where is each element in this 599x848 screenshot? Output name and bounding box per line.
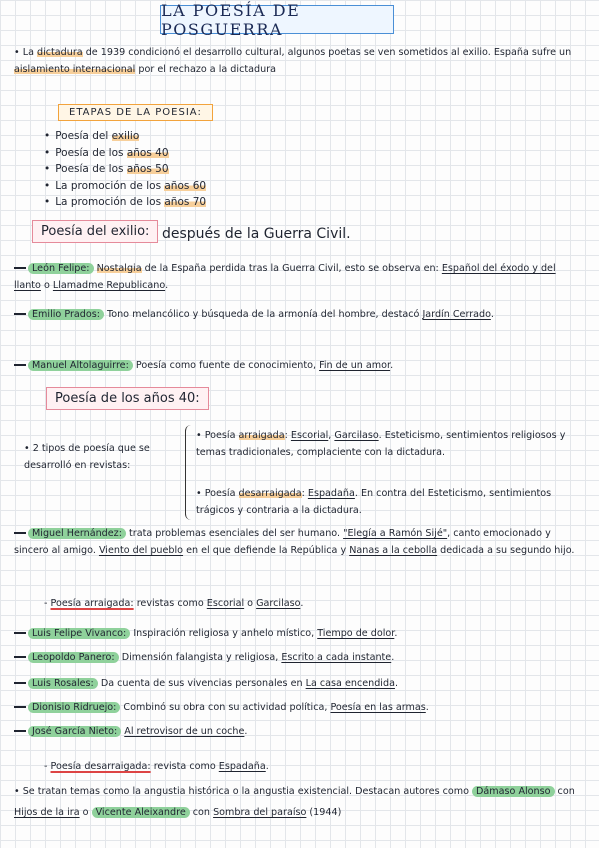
dash-mark [14,706,26,708]
intro-text: por el rechazo a la dictadura [135,64,276,75]
highlight-aislamiento: aislamiento internacional [14,64,136,75]
revista-garcilaso: Garcilaso [256,598,301,609]
work-title: Poesía en las armas [330,702,426,713]
vivanco-entry [14,625,584,642]
exilio-heading [32,220,158,243]
entry-text: con [189,807,214,818]
rosales-entry [14,675,584,692]
cuarenta-heading-text: Poesía de los años 40: [55,391,200,406]
etapa-item [44,145,206,162]
entry-text: de la España perdida tras la Guerra Civil, esto se observa en: [141,263,442,274]
emilio-prados-entry [14,306,584,323]
highlight-desarraigada: desarraigada [238,488,302,499]
type-text: . En contra del Esteticismo, sentimientos trágicos y contraria a la dictadura. [196,488,552,516]
entry-text: . [394,628,398,639]
revista-garcilaso: Garcilaso [334,430,379,441]
entry-text: Dimensión falangista y religiosa, [118,652,282,663]
page-title-text: LA POESÍA DE POSGUERRA [161,0,301,39]
author-name-altolaguirre: Manuel Altolaguirre: [28,360,133,371]
entry-text: . [394,678,399,689]
etapa-item [44,161,206,178]
author-name-damaso-alonso: Dámaso Alonso [472,786,554,797]
etapa-highlight: exilio [111,130,140,142]
author-name-vivanco: Luis Felipe Vivanco: [28,628,130,639]
revista-escorial: Escorial [290,430,329,441]
work-title: Escrito a cada instante [281,652,392,663]
bullet: • [14,786,23,797]
exilio-subtitle [162,226,351,242]
nieto-entry [14,723,584,740]
arraigada-label: Poesía arraigada: [50,598,134,609]
entry-text: trata problemas esenciales del ser humano. [125,528,344,539]
entry-text: . [391,652,395,663]
entry-text: . [165,280,169,291]
intro-text: de 1939 condicionó el desarrollo cultural, algunos poetas se ven sometidos al exilio. España sufre un [82,47,572,58]
entry-text: revista como [150,761,219,772]
year-text: (1944) [306,807,342,818]
work-title: Hijos de la ira [14,807,80,818]
entry-text: dedicada a su segundo hijo. [437,545,575,556]
dash-mark [14,267,26,269]
etapa-text: La promoción de los [55,196,165,208]
arraigada-revistas [44,595,303,612]
author-name-hernandez: Miguel Hernández: [28,528,126,539]
etapa-highlight: años 70 [164,196,207,208]
entry-text: o [40,280,53,291]
etapas-heading [58,104,213,121]
etapa-text: Poesía del [55,130,112,142]
etapa-highlight: años 50 [126,163,169,175]
entry-text: . [300,598,304,609]
dash-mark [14,656,26,658]
leon-felipe-entry [14,260,584,294]
hernandez-entry [14,525,584,559]
entry-text: Inspiración religiosa y anhelo místico, [130,628,318,639]
revista-espadana: Espadaña [218,761,266,772]
bullet: • [24,443,33,454]
etapas-list [44,128,206,211]
dash-mark [14,532,26,534]
author-name-ridruejo: Dionisio Ridruejo: [28,702,120,713]
tipos-text [24,440,174,474]
entry-text: . [425,702,429,713]
final-paragraph [14,781,584,823]
dash-text: - [44,598,51,609]
work-title: Llamadme Republicano [52,280,166,291]
author-name-emilio-prados: Emilio Prados: [28,309,104,320]
intro-paragraph [14,44,584,78]
author-name-nieto: José García Nieto: [28,726,121,737]
panero-entry [14,649,584,666]
cuarenta-heading [46,387,209,410]
entry-text: con [554,786,575,797]
entry-text: . [490,309,494,320]
bullet: • [196,430,205,441]
entry-text: en el que defiende la República y [183,545,350,556]
dash-mark [14,313,26,315]
etapa-item [44,128,206,145]
type-text: . Esteticismo, sentimientos religiosos y temas tradicionales, complaciente con la dictadura. [196,430,566,458]
highlight-dictadura: dictadura [37,47,83,58]
work-title: La casa encendida [305,678,395,689]
entry-text: Combinó su obra con su actividad política, [120,702,331,713]
highlight-arraigada: arraigada [238,430,285,441]
revista-escorial: Escorial [206,598,245,609]
work-title: Al retrovisor de un coche [124,726,245,737]
ridruejo-entry [14,699,584,716]
entry-text: o [244,598,257,609]
work-title: Nanas a la cebolla [349,545,438,556]
entry-text: . [390,360,394,371]
type-text: Poesía [204,430,239,441]
work-title: Sombra del paraíso [213,807,307,818]
entry-text: o [79,807,92,818]
entry-text: Tono melancólico y búsqueda de la armonía del hombre, destacó [103,309,423,320]
entry-text: Da cuenta de sus vivencias personales en [97,678,306,689]
etapa-highlight: años 60 [164,179,207,192]
exilio-subtitle-text: después de la Guerra Civil. [162,226,351,242]
highlight-nostalgia: Nostalgia [96,263,142,274]
desarraigada-revistas [44,758,269,775]
etapa-item [44,178,206,195]
work-title: Español del éxodo y del llanto [14,263,556,291]
dash-mark [14,730,26,732]
work-title: Tiempo de dolor [317,628,395,639]
etapa-text: Poesía de los [55,146,127,159]
author-name-leon-felipe: León Felipe: [28,263,94,274]
etapa-item [44,194,206,211]
exilio-heading-text: Poesía del exilio: [41,224,150,239]
author-name-panero: Leopoldo Panero: [28,652,119,663]
entry-text: Se tratan temas como la angustia histórica o la angustia existencial. Destacan autores como [22,786,473,797]
altolaguirre-entry [14,357,584,374]
author-name-rosales: Luis Rosales: [28,678,98,689]
etapa-highlight: años 40 [126,146,169,159]
entry-text: , canto emocionado y sincero al amigo. [14,528,551,556]
work-title: Viento del pueblo [98,545,184,556]
bullet: • [196,488,205,499]
etapa-text: Poesía de los [55,163,127,175]
author-name-aleixandre: Vicente Aleixandre [92,807,190,818]
work-title: Jardín Cerrado [422,309,491,320]
brace-mark [185,425,194,520]
dash-mark [14,632,26,634]
entry-text: Poesía como fuente de conocimiento, [132,360,320,371]
desarraigada-item [196,485,588,519]
etapa-text: La promoción de los [55,179,165,192]
work-title: "Elegía a Ramón Sijé" [343,528,448,539]
revista-espadana: Espadaña [307,488,355,499]
dash-text: - [44,761,51,772]
dash-mark [14,364,26,366]
etapas-heading-text: ETAPAS DE LA POESIA: [69,107,202,118]
work-title: Fin de un amor [319,360,391,371]
type-text: : [284,430,291,441]
arraigada-item [196,427,588,461]
entry-text: revistas como [133,598,207,609]
page-title [160,0,394,39]
bullet: • [14,47,23,58]
dash-mark [14,682,26,684]
desarraigada-label: Poesía desarraigada: [50,761,151,772]
entry-text: . [265,761,269,772]
tipos-label: 2 tipos de poesía que se desarrolló en revistas: [24,443,150,471]
entry-text: . [244,726,248,737]
type-text: : [301,488,308,499]
type-text: Poesía [204,488,239,499]
intro-text: La [22,47,37,58]
type-text: , [328,430,335,441]
